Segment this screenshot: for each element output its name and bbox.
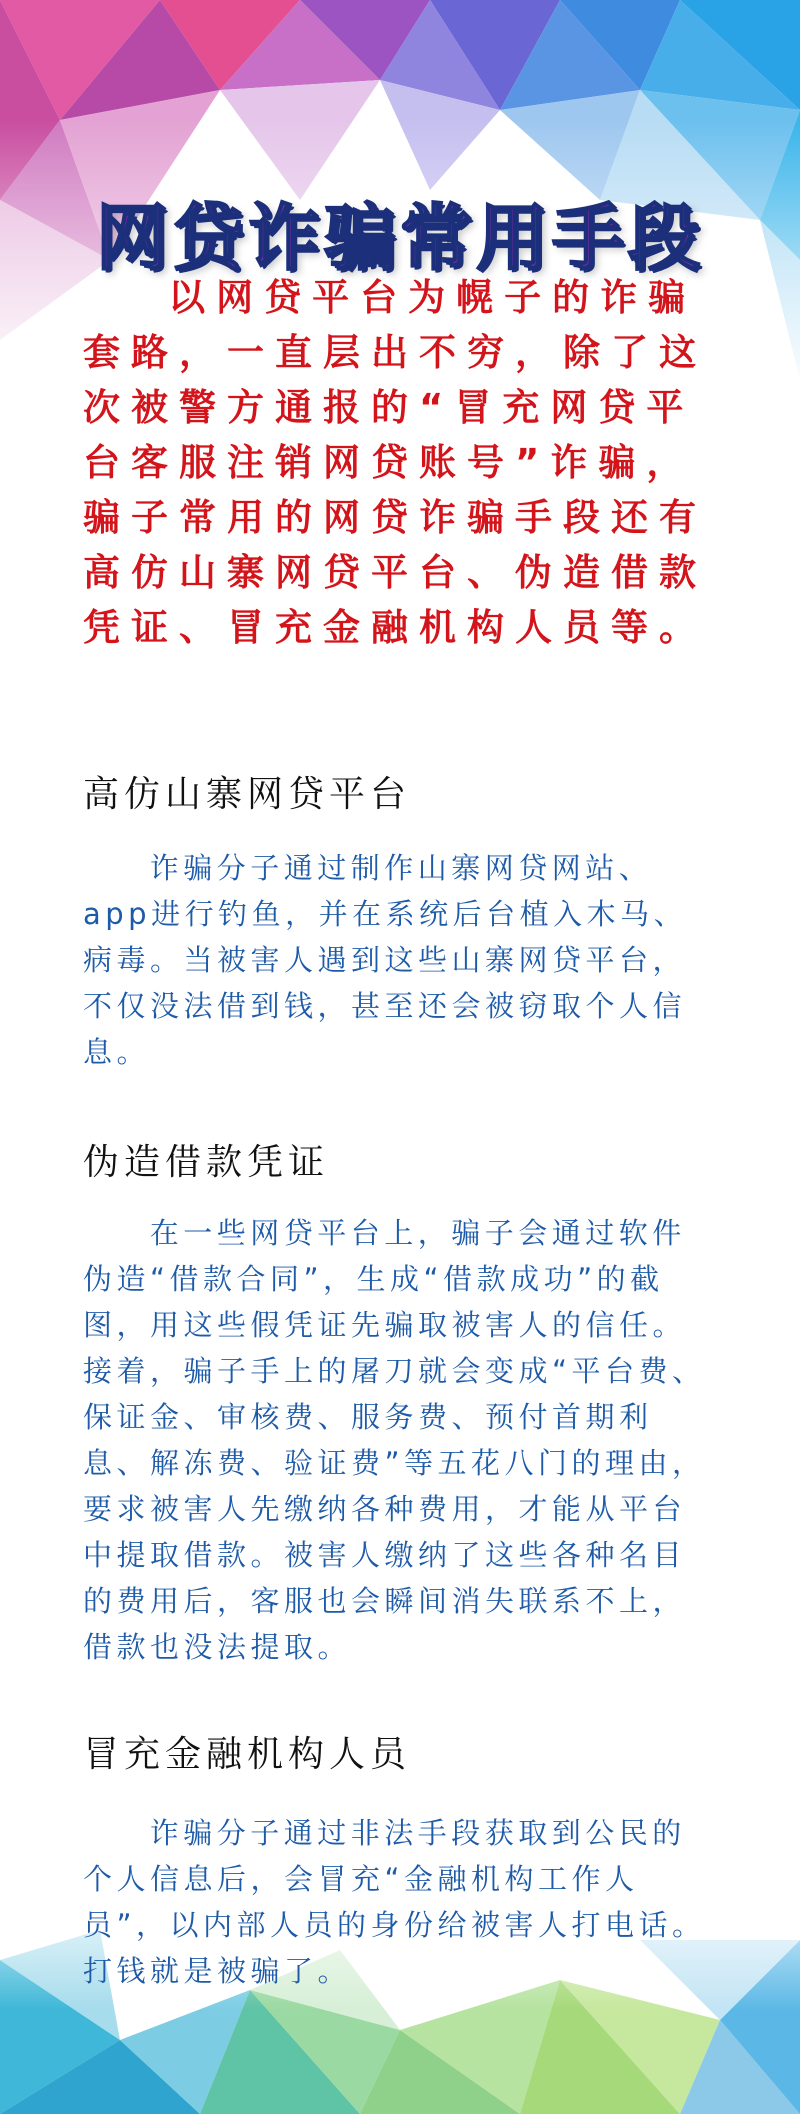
section-body-forged-loan-voucher: 在一些网贷平台上，骗子会通过软件伪造“借款合同”，生成“借款成功”的截图，用这些假凭证先骗取被害人的信任。接着，骗子手上的屠刀就会变成“平台费、保证金、审核费、服务费、预付首期利息、解冻费、验证费”等五花八门的理由，要求被害人先缴纳各种费用，才能从平台中提取借款。被害人缴纳了这些各种名目的费用后，客服也会瞬间消失联系不上，借款也没法提取。	[83, 1216, 706, 1664]
section-heading-forged-loan-voucher: 伪造借款凭证	[83, 1142, 330, 1183]
section-heading-fake-platform: 高仿山寨网贷平台	[83, 774, 412, 815]
section-body-fake-platform: 诈骗分子通过制作山寨网贷网站、app进行钓鱼，并在系统后台植入木马、病毒。当被害人遇到这些山寨网贷平台，不仅没法借到钱，甚至还会被窃取个人信息。	[83, 851, 688, 1069]
section-heading-impersonate-finance-staff: 冒充金融机构人员	[83, 1734, 412, 1775]
page-title: 网贷诈骗常用手段	[95, 196, 704, 281]
intro-paragraph: 以网贷平台为幌子的诈骗套路，一直层出不穷，除了这次被警方通报的“冒充网贷平台客服注销网贷账号”诈骗，骗子常用的网贷诈骗手段还有高仿山寨网贷平台、伪造借款凭证、冒充金融机构人员等。	[83, 276, 707, 649]
section-body-impersonate-finance-staff: 诈骗分子通过非法手段获取到公民的个人信息后，会冒充“金融机构工作人员”，以内部人员的身份给被害人打电话。打钱就是被骗了。	[83, 1816, 706, 1988]
